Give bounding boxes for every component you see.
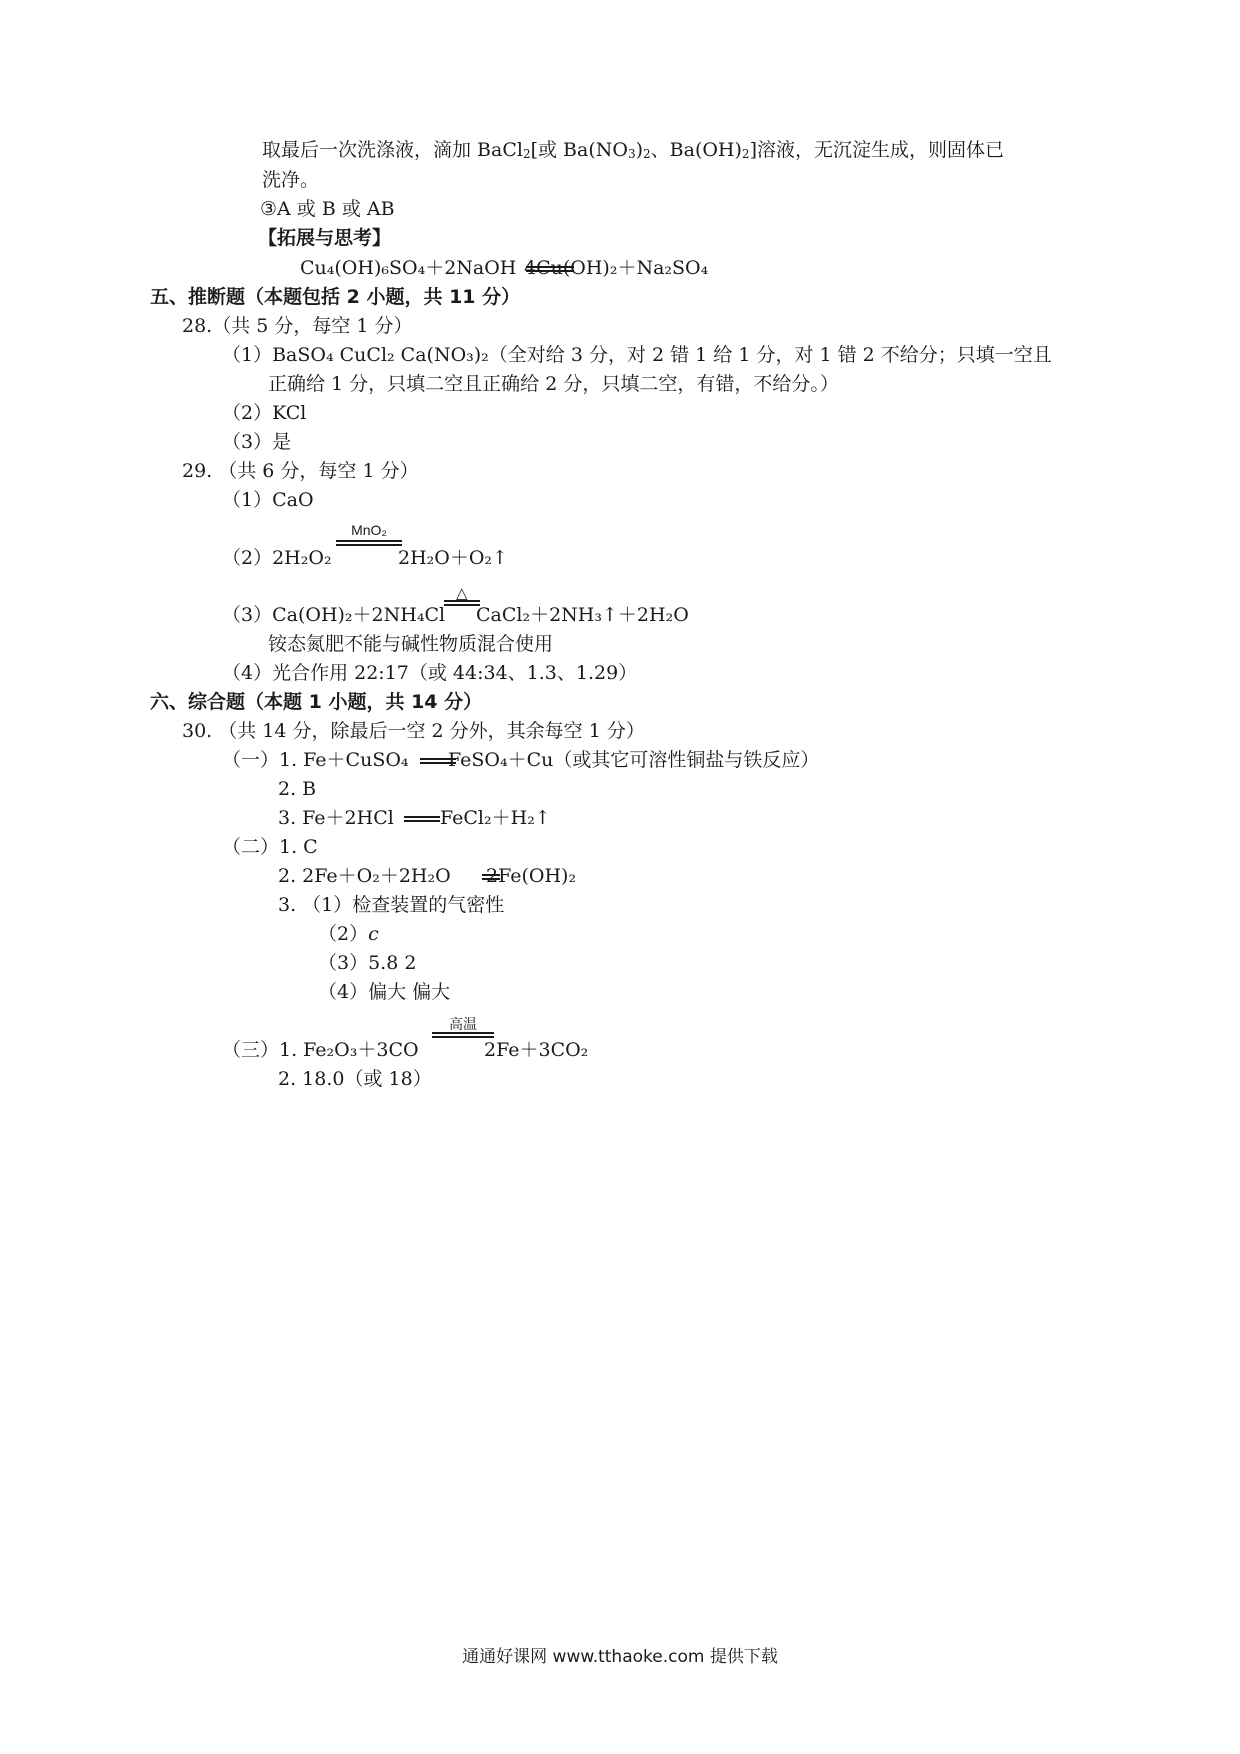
intro-line-3: ③A 或 B 或 AB [260, 198, 395, 220]
q30-p3-2: 2. 18.0（或 18） [278, 1068, 432, 1090]
q29-answer-2-equals [336, 540, 402, 546]
q29-answer-3-condition: △ [456, 584, 468, 602]
q30-p2-2-left: 2. 2Fe＋O₂＋2H₂O [278, 865, 451, 887]
q30-header: 30. （共 14 分，除最后一空 2 分外，其余每空 1 分） [182, 720, 645, 742]
q28-answer-1: （1）BaSO₄ CuCl₂ Ca(NO₃)₂（全对给 3 分，对 2 错 1 给 1 分，对 1 错 2 不给分；只填一空且 [222, 344, 1052, 366]
q29-answer-2-left: （2）2H₂O₂ [222, 547, 332, 569]
q30-p2-3-3: （3）5.8 2 [318, 952, 417, 974]
q30-p1-1-right: FeSO₄＋Cu（或其它可溶性铜盐与铁反应） [448, 749, 820, 771]
q30-p1-3-equals [404, 816, 440, 822]
intro-line-2: 洗净。 [262, 169, 320, 191]
q29-answer-2-condition: MnO₂ [351, 522, 387, 538]
q29-answer-3-left: （3）Ca(OH)₂＋2NH₄Cl [222, 604, 446, 626]
extension-eq-left: Cu₄(OH)₆SO₄＋2NaOH [300, 257, 517, 279]
q29-answer-1: （1）CaO [222, 489, 314, 511]
intro-line-1: 取最后一次洗涤液，滴加 BaCl$_2$[或 $Ba(NO_3)_2$、$Ba(OH)_2$]溶液，无沉淀生成，则固体已 [262, 139, 1004, 161]
page-footer: 通通好课网 www.tthaoke.com 提供下载 [462, 1647, 778, 1667]
q30-p2-3: 3. （1）检查装置的气密性 [278, 894, 505, 916]
q30-p1-2: 2. B [278, 778, 317, 800]
section6-title: 六、综合题（本题 1 小题，共 14 分） [150, 691, 483, 713]
q30-p2-1: （二）1. C [222, 836, 318, 858]
q28-answer-1b: 正确给 1 分，只填二空且正确给 2 分，只填二空，有错，不给分。） [268, 373, 839, 395]
extension-heading: 【拓展与思考】 [258, 227, 392, 249]
q30-p3-1-right: 2Fe＋3CO₂ [484, 1039, 589, 1061]
q29-answer-3-equals [444, 600, 480, 606]
q29-answer-2-right: 2H₂O＋O₂↑ [398, 547, 508, 569]
section5-title: 五、推断题（本题包括 2 小题，共 11 分） [150, 286, 521, 308]
q30-p3-1-condition: 高温 [449, 1016, 477, 1032]
q28-answer-3: （3）是 [222, 431, 292, 453]
q28-answer-2: （2）KCl [222, 402, 307, 424]
q30-p1-3-right: FeCl₂＋H₂↑ [440, 807, 551, 829]
q30-p2-2-right: 2Fe(OH)₂ [486, 865, 577, 887]
q30-p1-3-left: 3. Fe＋2HCl [278, 807, 394, 829]
q30-p1-1-left: （一）1. Fe＋CuSO₄ [222, 749, 409, 771]
q29-answer-4: （4）光合作用 22:17（或 44:34、1.3、1.29） [222, 662, 638, 684]
q29-answer-3-note: 铵态氮肥不能与碱性物质混合使用 [268, 633, 554, 655]
q30-p3-1-left: （三）1. Fe₂O₃＋3CO [222, 1039, 419, 1061]
extension-eq-right: 4Cu(OH)₂＋Na₂SO₄ [524, 257, 709, 279]
q28-header: 28.（共 5 分，每空 1 分） [182, 315, 413, 337]
q29-header: 29. （共 6 分，每空 1 分） [182, 460, 419, 482]
q30-p2-3-4: （4）偏大 偏大 [318, 981, 451, 1003]
q30-p2-3-2: （2）c [318, 923, 379, 945]
q29-answer-3-right: CaCl₂＋2NH₃↑＋2H₂O [476, 604, 689, 626]
